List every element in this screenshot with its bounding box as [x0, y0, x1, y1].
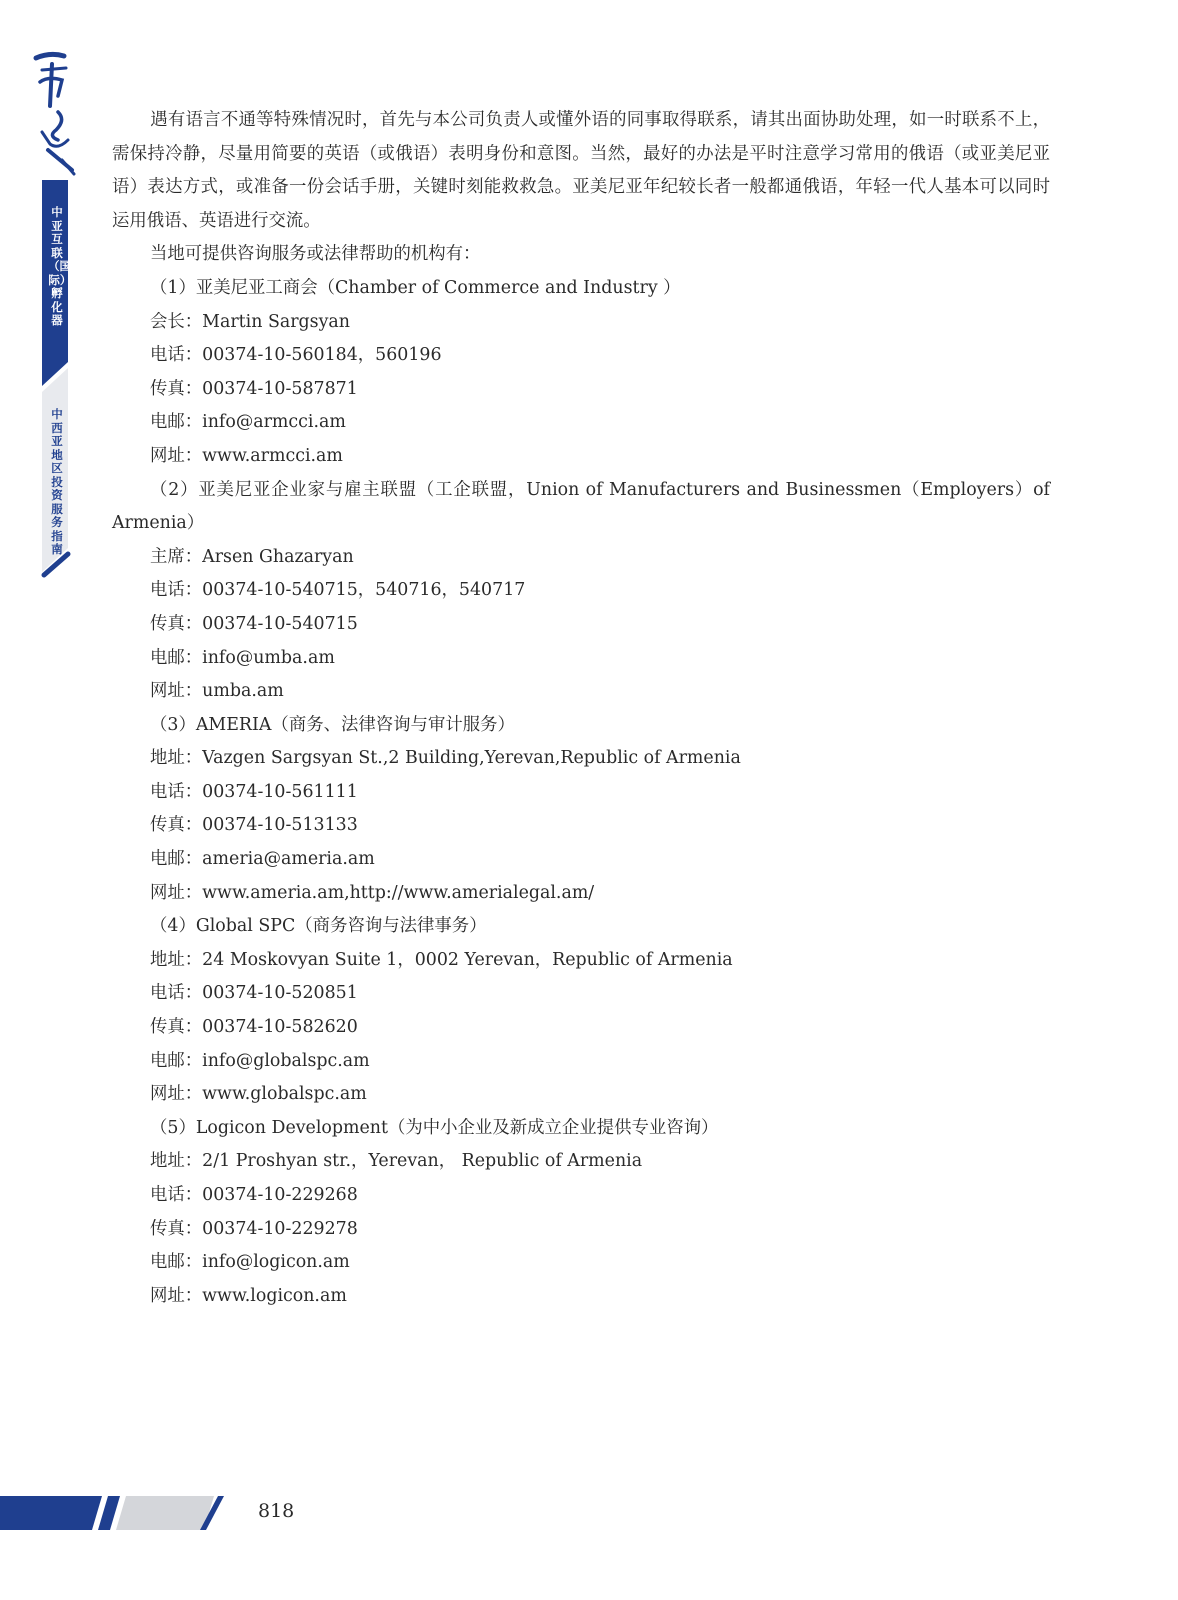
org-detail: 网址：umba.am	[150, 681, 284, 702]
org-detail: 传真：00374-10-587871	[150, 378, 358, 399]
org-heading: （2）亚美尼亚企业家与雇主联盟（工企联盟，Union of Manufacturers and Businessmen（Employers）of	[150, 479, 1050, 500]
org-detail: 网址：www.logicon.am	[150, 1285, 347, 1306]
org-detail: 电话：00374-10-229268	[150, 1185, 358, 1205]
page-number: 818	[258, 1500, 295, 1522]
org-detail: 会长：Martin Sargsyan	[150, 311, 350, 332]
org-detail: 电话：00374-10-560184，560196	[150, 345, 442, 366]
org-detail: 网址：www.ameria.am,http://www.amerialegal.am/	[150, 882, 595, 903]
lead-in: 当地可提供咨询服务或法律帮助的机构有：	[150, 244, 481, 265]
org-detail: 传真：00374-10-513133	[150, 815, 358, 836]
page-body	[112, 104, 1050, 1313]
org-detail: 电邮：info@armcci.am	[150, 412, 346, 433]
footer-stripes-graphic	[0, 1486, 230, 1536]
org-detail: 电邮：info@globalspc.am	[150, 1050, 370, 1071]
org-heading: （4）Global SPC（商务咨询与法律事务）	[150, 916, 487, 937]
org-detail: 网址：www.globalspc.am	[150, 1084, 367, 1105]
org-heading: （5）Logicon Development（为中小企业及新成立企业提供专业咨询）	[150, 1117, 719, 1138]
org-detail: 网址：www.armcci.am	[150, 445, 343, 466]
org-detail: 主席：Arsen Ghazaryan	[150, 546, 354, 567]
series-title-vertical: 中亚互联（国际）孵化器	[48, 205, 71, 327]
org-heading: （1）亚美尼亚工商会（Chamber of Commerce and Industry ）	[150, 277, 681, 298]
org-detail: 地址：2/1 Proshyan str.，Yerevan， Republic of Armenia	[150, 1151, 643, 1172]
org-detail: 电邮：ameria@ameria.am	[150, 849, 375, 870]
org-detail: 电话：00374-10-520851	[150, 983, 358, 1004]
org-detail: 传真：00374-10-582620	[150, 1017, 358, 1038]
book-title-vertical: 中西亚地区投资服务指南	[51, 407, 63, 556]
org-detail: 地址：Vazgen Sargsyan St.,2 Building,Yerevan,Republic of Armenia	[150, 748, 741, 769]
org-detail: 电话：00374-10-540715，540716，540717	[150, 580, 526, 601]
logo-calligraphy	[36, 54, 74, 174]
org-heading-continuation: Armenia）	[112, 513, 205, 534]
footer-stripes	[0, 1486, 230, 1536]
org-detail: 地址：24 Moskovyan Suite 1，0002 Yerevan，Republic of Armenia	[150, 949, 733, 970]
org-detail: 传真：00374-10-540715	[150, 613, 358, 634]
org-detail: 电邮：info@umba.am	[150, 647, 335, 668]
intro-paragraph: 遇有语言不通等特殊情况时，首先与本公司负责人或懂外语的同事取得联系，请其出面协助处理，如一时联系不上，需保持冷静，尽量用简要的英语（或俄语）表明身份和意图。当然，最好的办法是平时注意学习常用的俄语（或亚美尼亚语）表达方式，或准备一份会话手册，关键时刻能救救急。亚美尼亚年纪较长者一般都通俄语，年轻一代人基本可以同时运用俄语、英语进行交流。	[112, 110, 1050, 231]
org-heading: （3）AMERIA（商务、法律咨询与审计服务）	[150, 714, 515, 735]
org-detail: 电邮：info@logicon.am	[150, 1252, 350, 1273]
org-detail: 传真：00374-10-229278	[150, 1218, 358, 1239]
org-detail: 电话：00374-10-561111	[150, 781, 358, 802]
